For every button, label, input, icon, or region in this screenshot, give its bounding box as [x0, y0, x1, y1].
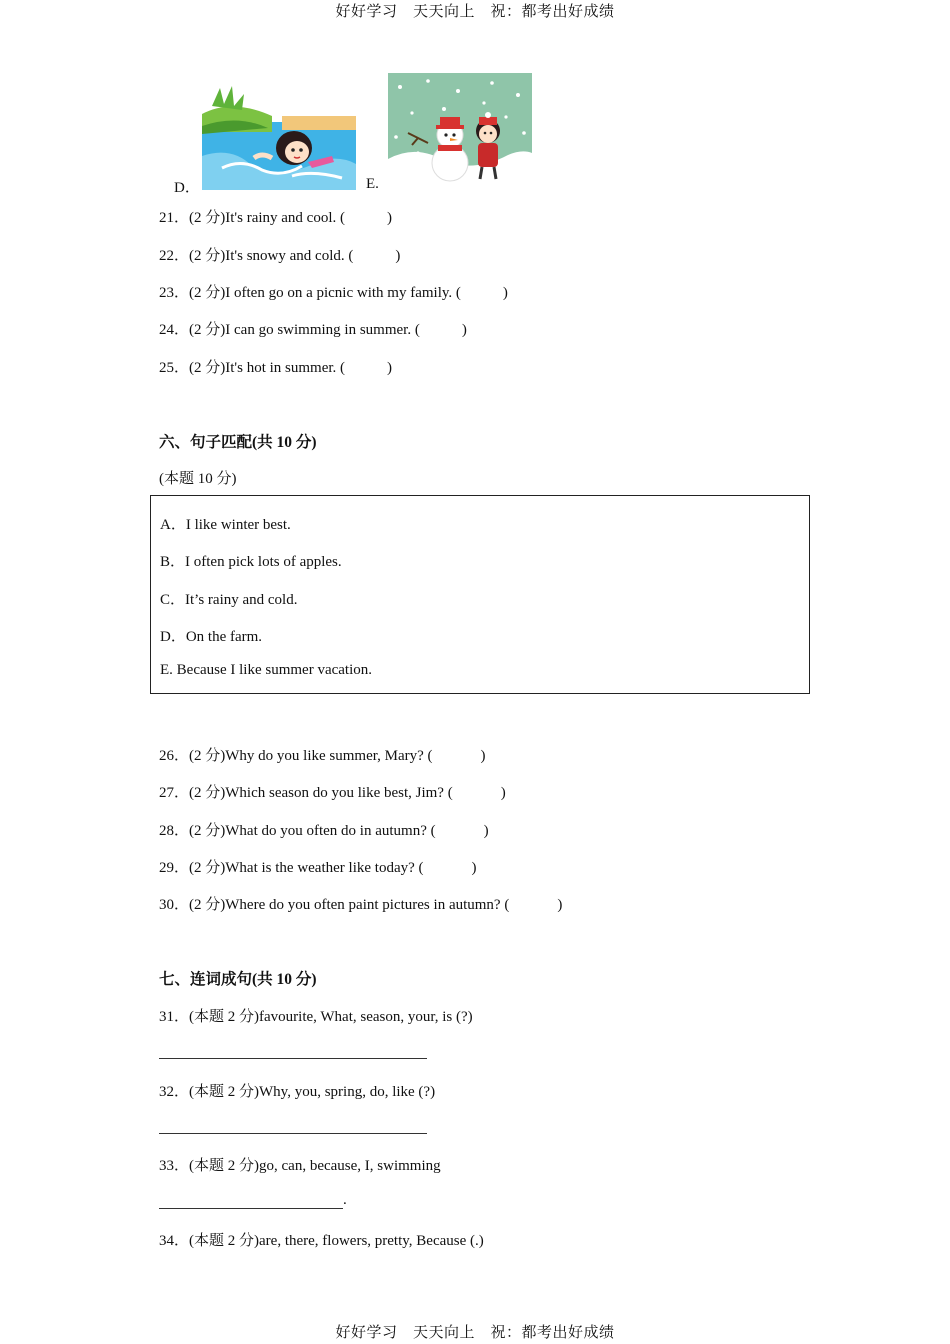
section-6-title: 六、句子匹配(共 10 分)	[159, 434, 317, 451]
question-24: 24．(2 分)I can go swimming in summer. ( )	[159, 322, 467, 338]
question-30: 30．(2 分)Where do you often paint pictures in autumn? ( )	[159, 897, 563, 913]
question-33: 33．(本题 2 分)go, can, because, I, swimming	[159, 1158, 441, 1174]
option-a: A．I like winter best.	[160, 517, 291, 533]
question-31: 31．(本题 2 分)favourite, What, season, your, is (?)	[159, 1009, 473, 1025]
option-e: E. Because I like summer vacation.	[160, 662, 373, 678]
options-box	[150, 495, 810, 694]
question-34: 34．(本题 2 分)are, there, flowers, pretty, Because (.)	[159, 1233, 484, 1249]
answer-line-32[interactable]	[159, 1133, 427, 1134]
question-21: 21．(2 分)It's rainy and cool. ( )	[159, 210, 393, 226]
question-23: 23．(2 分)I often go on a picnic with my family. ( )	[159, 285, 508, 301]
option-c: C．It’s rainy and cold.	[160, 592, 298, 608]
answer-line-33[interactable]	[159, 1208, 343, 1209]
page-header: 好好学习 天天向上 祝：都考出好成绩	[335, 4, 615, 20]
question-29: 29．(2 分)What is the weather like today? ( )	[159, 860, 477, 876]
question-22: 22．(2 分)It's snowy and cold. ( )	[159, 248, 401, 264]
girl-swimming-illustration-icon	[202, 86, 356, 190]
answer-line-31[interactable]	[159, 1058, 427, 1059]
question-28: 28．(2 分)What do you often do in autumn? ( )	[159, 823, 489, 839]
question-25: 25．(2 分)It's hot in summer. ( )	[159, 360, 393, 376]
page-footer: 好好学习 天天向上 祝：都考出好成绩	[335, 1325, 615, 1341]
option-d-label: D．	[174, 180, 200, 196]
option-e-label: E.	[366, 176, 379, 192]
snowman-winter-illustration-icon	[388, 73, 532, 185]
answer-period-33: .	[343, 1192, 347, 1208]
option-b: B．I often pick lots of apples.	[160, 554, 342, 570]
option-d: D．On the farm.	[160, 629, 263, 645]
question-32: 32．(本题 2 分)Why, you, spring, do, like (?)	[159, 1084, 436, 1100]
section-6-note: (本题 10 分)	[159, 471, 237, 487]
question-27: 27．(2 分)Which season do you like best, Jim? ( )	[159, 785, 506, 801]
section-7-title: 七、连词成句(共 10 分)	[159, 971, 317, 988]
question-26: 26．(2 分)Why do you like summer, Mary? ( )	[159, 748, 486, 764]
